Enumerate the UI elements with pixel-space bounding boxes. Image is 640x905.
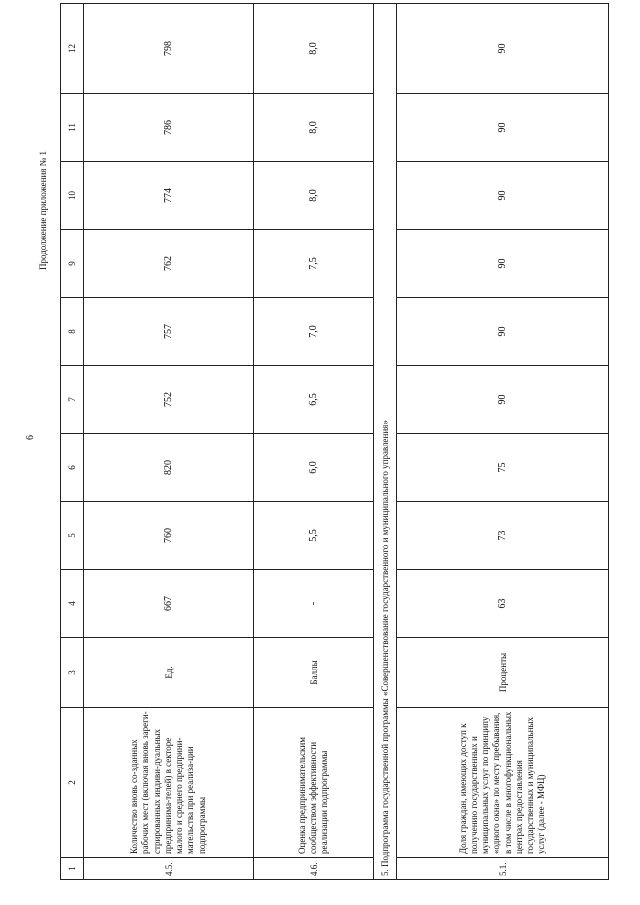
rotated-table-wrapper — [60, 20, 600, 880]
value-cell: 798 — [84, 4, 254, 94]
header-cell: 12 — [61, 4, 84, 94]
value-cell: 820 — [84, 434, 254, 502]
header-row — [61, 4, 84, 880]
table-row — [84, 4, 254, 880]
value-cell: 774 — [84, 162, 254, 230]
table-body — [61, 4, 609, 880]
value-cell: 90 — [397, 230, 609, 298]
value-cell: 90 — [397, 298, 609, 366]
value-cell: 6,0 — [254, 434, 374, 502]
value-cell: 6,5 — [254, 366, 374, 434]
table-row — [254, 4, 374, 880]
value-cell: 752 — [84, 366, 254, 434]
appendix-note-text: Продолжение приложения № 1 — [38, 150, 48, 270]
header-cell: 2 — [61, 708, 84, 858]
value-cell: 90 — [397, 162, 609, 230]
row-number: 5.1. — [397, 858, 609, 880]
value-cell: 8,0 — [254, 94, 374, 162]
row-number: 4.5. — [84, 858, 254, 880]
indicators-table — [60, 3, 609, 880]
header-cell: 4 — [61, 570, 84, 638]
header-cell: 6 — [61, 434, 84, 502]
value-cell: 90 — [397, 366, 609, 434]
value-cell: 90 — [397, 94, 609, 162]
value-cell: 7,0 — [254, 298, 374, 366]
row-number: 4.6. — [254, 858, 374, 880]
header-cell: 8 — [61, 298, 84, 366]
unit-cell: Баллы — [254, 638, 374, 708]
value-cell: 760 — [84, 502, 254, 570]
unit-cell: Проценты — [397, 638, 609, 708]
page-number: 6 — [25, 435, 36, 440]
value-cell: 8,0 — [254, 4, 374, 94]
header-cell: 3 — [61, 638, 84, 708]
indicator-name: Оценка предпринимательским сообществом эффективности реализации подпрограммы — [254, 708, 374, 858]
header-cell: 10 — [61, 162, 84, 230]
value-cell: 63 — [397, 570, 609, 638]
header-cell: 11 — [61, 94, 84, 162]
value-cell: 75 — [397, 434, 609, 502]
value-cell: - — [254, 570, 374, 638]
table-row — [397, 4, 609, 880]
value-cell: 73 — [397, 502, 609, 570]
unit-cell: Ед. — [84, 638, 254, 708]
value-cell: 757 — [84, 298, 254, 366]
indicator-name: Доля граждан, имеющих доступ к получению государственных и муниципальных услуг по принципу «одного окна» по месту пребывания, в том числе в многофункциональных центрах предоставления государственных и муниципальных услуг (далее - МФЦ) — [397, 708, 609, 858]
value-cell: 7,5 — [254, 230, 374, 298]
section-row — [374, 4, 397, 880]
value-cell: 8,0 — [254, 162, 374, 230]
value-cell: 762 — [84, 230, 254, 298]
header-cell: 1 — [61, 858, 84, 880]
indicator-name: Количество вновь со-зданных рабочих мест (включая вновь зареги-стрированных индиви-дуальных предпринима-телей) в секторе малого и среднего предприни-мательства при реализа-ции подпрограммы — [84, 708, 254, 858]
value-cell: 667 — [84, 570, 254, 638]
section-title: 5. Подпрограмма государственной программы «Совершенствование государственного и муниципального управления» — [374, 4, 397, 880]
value-cell: 90 — [397, 4, 609, 94]
value-cell: 786 — [84, 94, 254, 162]
value-cell: 5,5 — [254, 502, 374, 570]
header-cell: 9 — [61, 230, 84, 298]
appendix-note — [38, 20, 50, 270]
header-cell: 7 — [61, 366, 84, 434]
header-cell: 5 — [61, 502, 84, 570]
